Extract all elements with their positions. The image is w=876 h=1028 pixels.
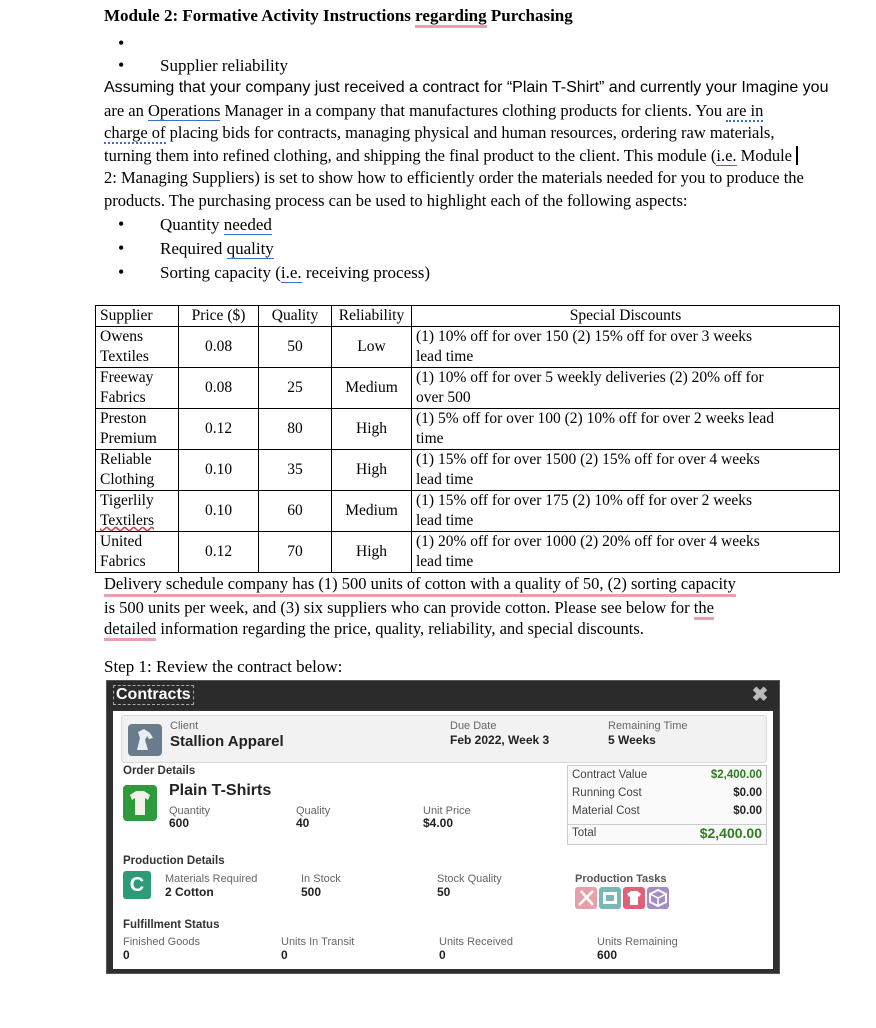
text-run: (1) 10% off for over 150 (2) 15% off for over 3 weeks	[416, 328, 753, 345]
text-run: the	[694, 598, 714, 620]
product-name: Plain T-Shirts	[169, 782, 272, 799]
contract-value: $2,400.00	[710, 769, 762, 781]
finished-goods-value: 0	[123, 948, 130, 962]
header-supplier: Supplier	[96, 306, 179, 327]
cell-quality: 70	[259, 532, 332, 573]
document-title	[104, 6, 573, 26]
cell-quality: 25	[259, 368, 332, 409]
shirt-print-icon	[623, 887, 645, 909]
financials-box	[567, 765, 767, 845]
cell-supplier	[96, 368, 179, 409]
table-row	[96, 368, 840, 409]
cell-reliability: Medium	[332, 368, 412, 409]
remaining-time-value: 5 Weeks	[608, 733, 656, 747]
quality-value: 40	[296, 816, 310, 830]
intro-line-5: 2: Managing Suppliers) is set to show how to efficiently order the materials needed for you to produce the	[104, 168, 804, 187]
due-date-label: Due Date	[450, 720, 497, 732]
scissors-icon	[575, 887, 597, 909]
text-run: are an	[104, 100, 148, 120]
step-1-heading: Step 1: Review the contract below:	[104, 657, 343, 676]
table-row	[96, 450, 840, 491]
text-run: i.e.	[280, 263, 302, 282]
text-run: Manager in a company that manufactures clothing products for clients. You	[220, 100, 727, 120]
text-run: Freeway	[100, 369, 154, 386]
text-run: Tigerlily	[100, 492, 154, 509]
bullet-icon: •	[118, 55, 125, 75]
in-stock-label: In Stock	[301, 873, 341, 885]
delivery-line-3	[104, 618, 849, 639]
text-run: needed	[223, 215, 272, 234]
text-run: (1) 10% off for over 5 weekly deliveries (2) 20% off for	[416, 369, 764, 386]
text-run: Sorting capacity (	[160, 263, 281, 282]
text-run: lead time	[416, 471, 474, 488]
intro-line-1: Assuming that your company just received a contract for “Plain T-Shirt” and currently your Imagine you	[104, 79, 829, 96]
header-special-discounts: Special Discounts	[412, 306, 840, 327]
text-run: time	[416, 430, 444, 447]
panel-header	[107, 681, 779, 709]
quantity-label: Quantity	[169, 805, 210, 817]
delivery-line-1: Delivery schedule company has (1) 500 units of cotton with a quality of 50, (2) sorting capacity	[104, 573, 736, 597]
stock-quality-value: 50	[437, 885, 451, 899]
text-run: lead time	[416, 512, 474, 529]
cell-price: 0.12	[179, 409, 259, 450]
cell-quality: 35	[259, 450, 332, 491]
units-remaining-label: Units Remaining	[597, 936, 678, 948]
intro-paragraph	[104, 77, 844, 212]
text-run: Premium	[100, 430, 157, 447]
text-run: lead time	[416, 553, 474, 570]
aspect-item	[160, 215, 272, 235]
bullet-icon: •	[118, 262, 125, 282]
text-run: (1) 15% off for over 175 (2) 10% off for over 2 weeks	[416, 492, 753, 509]
panel-body	[113, 711, 773, 969]
title-underlined-word: regarding	[415, 6, 486, 28]
unit-price-value: $4.00	[423, 816, 454, 830]
finished-goods-label: Finished Goods	[123, 936, 201, 948]
contract-value-label: Contract Value	[572, 769, 648, 781]
text-run: Owens	[100, 328, 144, 345]
sewing-task-icon[interactable]	[599, 887, 621, 909]
text-run: receiving process)	[301, 263, 431, 282]
table-row	[96, 491, 840, 532]
cell-reliability: High	[332, 532, 412, 573]
delivery-paragraph	[104, 573, 849, 639]
cell-discounts	[412, 450, 840, 491]
text-run: placing bids for contracts, managing physical and human resources, ordering raw materials,	[165, 123, 775, 142]
running-cost-label: Running Cost	[572, 787, 642, 799]
text-run: Module	[736, 145, 793, 165]
cell-price: 0.08	[179, 327, 259, 368]
cutting-task-icon[interactable]	[575, 887, 597, 909]
stock-quality-label: Stock Quality	[437, 873, 502, 885]
running-cost: $0.00	[733, 787, 762, 799]
units-in-transit-value: 0	[281, 948, 288, 962]
aspect-item	[160, 263, 430, 283]
cell-supplier	[96, 450, 179, 491]
cell-supplier	[96, 532, 179, 573]
text-run: (1) 20% off for over 1000 (2) 20% off for over 4 weeks	[416, 533, 760, 550]
text-run: Operations	[147, 100, 221, 120]
units-received-value: 0	[439, 948, 446, 962]
box-icon	[647, 887, 669, 909]
cell-price: 0.10	[179, 450, 259, 491]
text-run: information regarding the price, quality, reliability, and special discounts.	[156, 619, 644, 638]
text-run: (1) 15% off for over 1500 (2) 15% off for over 4 weeks	[416, 451, 760, 468]
text-run: Textilers	[100, 512, 155, 529]
text-run: turning them into refined clothing, and shipping the final product to the client. This module (	[104, 145, 717, 165]
material-cost-label: Material Cost	[572, 805, 640, 817]
text-run: Fabrics	[100, 389, 146, 406]
table-row	[96, 327, 840, 368]
cell-supplier	[96, 491, 179, 532]
text-run: quality	[226, 239, 274, 258]
table-header-row	[96, 306, 840, 327]
text-cursor	[796, 146, 798, 165]
cell-discounts	[412, 368, 840, 409]
bullet-icon: •	[118, 238, 125, 258]
delivery-line-2	[104, 597, 849, 618]
horse-icon	[128, 724, 162, 756]
contracts-panel	[106, 680, 780, 974]
intro-line-4	[104, 145, 844, 168]
supplier-table	[95, 305, 840, 573]
client-label: Client	[170, 720, 199, 732]
panel-title: Contracts	[113, 685, 194, 705]
text-run: Preston	[100, 410, 147, 427]
bullet-icon: •	[118, 33, 125, 53]
total-label: Total	[572, 827, 597, 839]
client-card	[121, 715, 767, 763]
client-name: Stallion Apparel	[170, 733, 284, 750]
text-run: over 500	[416, 389, 471, 406]
title-prefix: Module 2: Formative Activity Instructions	[104, 6, 416, 25]
order-details-heading: Order Details	[123, 765, 196, 777]
units-in-transit-label: Units In Transit	[281, 936, 355, 948]
total-value: $2,400.00	[699, 825, 762, 841]
cell-quality: 50	[259, 327, 332, 368]
title-suffix: Purchasing	[486, 6, 573, 25]
cell-price: 0.12	[179, 532, 259, 573]
cell-discounts	[412, 532, 840, 573]
units-remaining-value: 600	[597, 948, 618, 962]
printing-task-icon[interactable]	[623, 887, 645, 909]
cell-discounts	[412, 327, 840, 368]
remaining-time-label: Remaining Time	[608, 720, 688, 732]
text-run: is 500 units per week, and (3) six suppliers who can provide cotton. Please see below for	[104, 598, 694, 617]
intro-line-2	[104, 100, 844, 123]
text-run: Fabrics	[100, 553, 146, 570]
text-run: detailed	[104, 619, 156, 641]
cell-reliability: High	[332, 450, 412, 491]
intro-line-3	[104, 122, 844, 145]
tshirt-icon	[123, 785, 157, 821]
text-run: i.e.	[716, 145, 737, 165]
machine-icon	[599, 887, 621, 909]
materials-required-label: Materials Required	[165, 873, 258, 885]
text-run: are in	[726, 100, 764, 120]
units-received-label: Units Received	[439, 936, 513, 948]
header-price: Price ($)	[179, 306, 259, 327]
packing-task-icon[interactable]	[647, 887, 669, 909]
materials-required-value: 2 Cotton	[165, 885, 214, 899]
text-run: United	[100, 533, 143, 550]
intro-line-6: products. The purchasing process can be used to highlight each of the following aspects:	[104, 190, 688, 210]
text-run: Clothing	[100, 471, 155, 488]
text-run: Required	[160, 239, 227, 258]
bullet-supplier-reliability: Supplier reliability	[160, 56, 288, 75]
text-run: Reliable	[100, 451, 152, 468]
production-tasks	[575, 887, 695, 911]
due-date-value: Feb 2022, Week 3	[450, 733, 550, 747]
table-row	[96, 532, 840, 573]
in-stock-value: 500	[301, 885, 322, 899]
header-reliability: Reliability	[332, 306, 412, 327]
cell-quality: 80	[259, 409, 332, 450]
cell-discounts	[412, 409, 840, 450]
aspect-item	[160, 239, 274, 259]
cell-reliability: Medium	[332, 491, 412, 532]
material-cost: $0.00	[733, 805, 762, 817]
cell-reliability: Low	[332, 327, 412, 368]
text-run: lead time	[416, 348, 474, 365]
close-icon[interactable]: ✖	[751, 684, 769, 706]
bullet-icon: •	[118, 214, 125, 234]
text-run: Quantity	[160, 215, 224, 234]
quantity-value: 600	[169, 816, 190, 830]
text-run: charge of	[104, 123, 166, 142]
fulfillment-status-heading: Fulfillment Status	[123, 919, 220, 931]
cotton-material-icon: C	[123, 871, 151, 899]
cell-supplier	[96, 409, 179, 450]
text-run: Textiles	[100, 348, 149, 365]
unit-price-label: Unit Price	[423, 805, 471, 817]
quality-label: Quality	[296, 805, 331, 817]
production-details-heading: Production Details	[123, 855, 225, 867]
table-row	[96, 409, 840, 450]
cell-quality: 60	[259, 491, 332, 532]
cell-discounts	[412, 491, 840, 532]
header-quality: Quality	[259, 306, 332, 327]
cell-reliability: High	[332, 409, 412, 450]
cell-price: 0.08	[179, 368, 259, 409]
cell-supplier	[96, 327, 179, 368]
production-tasks-label: Production Tasks	[575, 873, 667, 885]
text-run: (1) 5% off for over 100 (2) 10% off for over 2 weeks lead	[416, 410, 774, 427]
cell-price: 0.10	[179, 491, 259, 532]
